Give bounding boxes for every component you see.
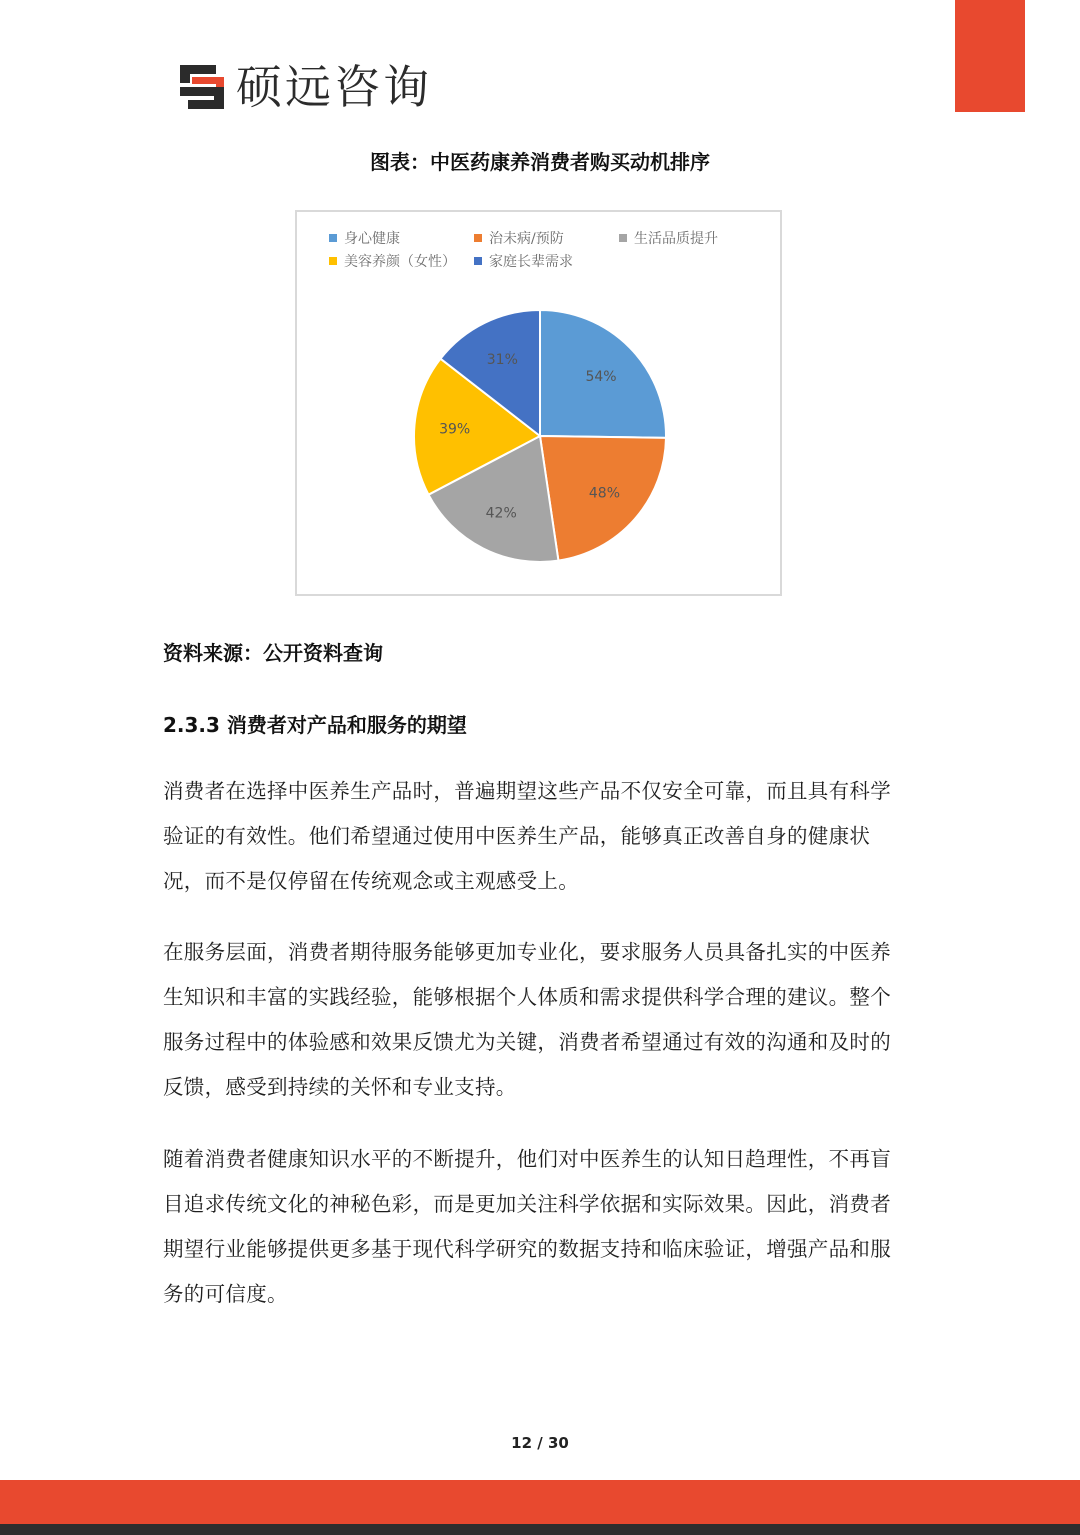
footer-band: [0, 1480, 1080, 1524]
corner-accent: [955, 0, 1025, 112]
section-heading: 2.3.3 消费者对产品和服务的期望: [163, 713, 467, 737]
pie-data-label: 54%: [585, 368, 617, 385]
source-note: 资料来源：公开资料查询: [163, 641, 383, 665]
page-number: 12 / 30: [511, 1434, 569, 1452]
brand-name: 硕远咨询: [236, 60, 432, 114]
legend-label: 美容养颜（女性）: [344, 253, 456, 270]
legend-label: 身心健康: [344, 230, 400, 247]
pie-plot: [297, 212, 780, 594]
pie-data-label: 48%: [588, 485, 621, 502]
paragraph: 随着消费者健康知识水平的不断提升，他们对中医养生的认知日趋理性，不再盲目追求传统文化的神秘色彩，而是更加关注科学依据和实际效果。因此，消费者期望行业能够提供更多基于现代科学研究的数据支持和临床验证，增强产品和服务的可信度。: [163, 1147, 891, 1306]
figure-caption: 图表：中医药康养消费者购买动机排序: [370, 150, 710, 174]
pie-data-label: 31%: [486, 352, 518, 369]
pie-data-label: 42%: [485, 505, 517, 522]
brand-logo-icon: [176, 61, 228, 113]
pie-data-label: 39%: [439, 421, 471, 438]
paragraph: 消费者在选择中医养生产品时，普遍期望这些产品不仅安全可靠，而且具有科学验证的有效性。他们希望通过使用中医养生产品，能够真正改善自身的健康状况，而不是仅停留在传统观念或主观感受上。: [163, 779, 891, 893]
footer-edge: [0, 1524, 1080, 1535]
brand-logo: [176, 58, 432, 116]
pie-chart: [295, 210, 782, 596]
paragraph: 在服务层面，消费者期待服务能够更加专业化，要求服务人员具备扎实的中医养生知识和丰富的实践经验，能够根据个人体质和需求提供科学合理的建议。整个服务过程中的体验感和效果反馈尤为关键，消费者希望通过有效的沟通和及时的反馈，感受到持续的关怀和专业支持。: [163, 940, 891, 1099]
legend-label: 治未病/预防: [489, 230, 564, 247]
legend-label: 生活品质提升: [634, 230, 718, 247]
legend-label: 家庭长辈需求: [489, 253, 573, 270]
